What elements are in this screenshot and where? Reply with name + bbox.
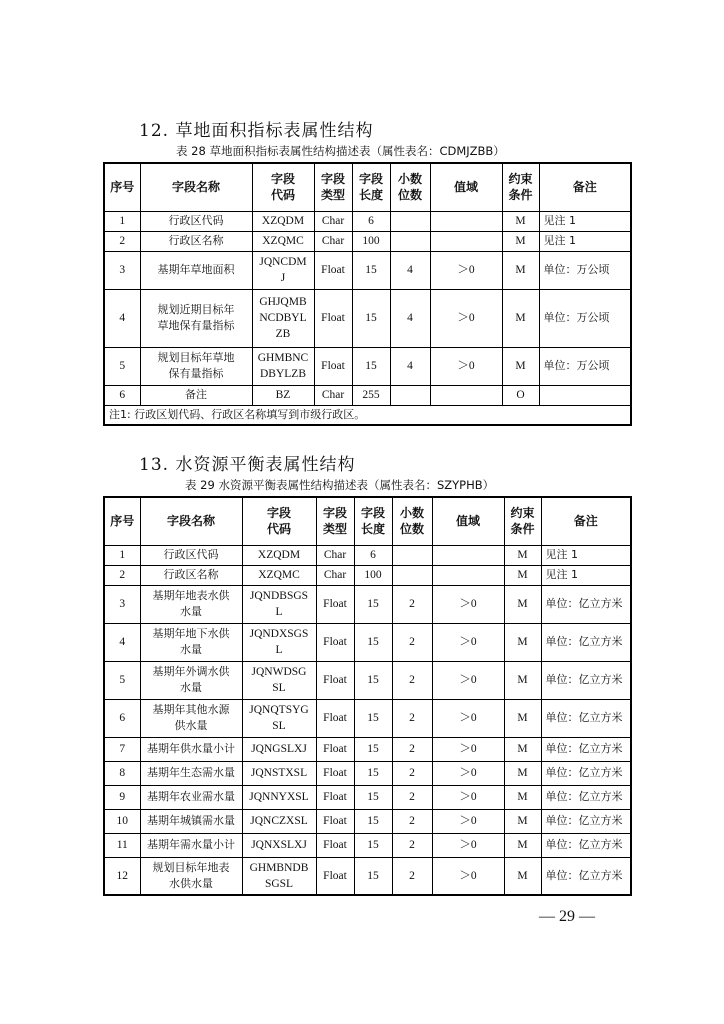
decimal-cell: 2: [392, 623, 432, 661]
field-code-cell: JQNQTSYG SL: [242, 699, 316, 737]
decimal-cell: 2: [392, 833, 432, 857]
constraint-cell: M: [504, 833, 541, 857]
decimal-cell: 4: [390, 289, 430, 347]
field-type-cell: Float: [316, 699, 354, 737]
seq-cell: 5: [104, 661, 140, 699]
field-code-cell: JQNDBSGS L: [242, 585, 316, 623]
page-number: — 29 —: [539, 908, 595, 925]
header-cell: 备注: [539, 163, 631, 211]
constraint-cell: M: [502, 289, 539, 347]
field-code-cell: BZ: [252, 385, 314, 405]
decimal-cell: [392, 545, 432, 565]
table-28-note: 注1: 行政区划代码、行政区名称填写到市级行政区。: [104, 405, 631, 425]
header-cell: 字段 长度: [352, 163, 390, 211]
field-code-cell: JQNSTXSL: [242, 761, 316, 785]
field-type-cell: Float: [316, 737, 354, 761]
decimal-cell: [390, 231, 430, 251]
field-length-cell: 100: [352, 231, 390, 251]
remark-cell: 单位：亿立方米: [541, 585, 631, 623]
value-range-cell: ＞0: [432, 785, 504, 809]
field-code-cell: XZQMC: [242, 565, 316, 585]
remark-cell: [539, 385, 631, 405]
field-type-cell: Float: [316, 623, 354, 661]
table-29: [103, 496, 632, 896]
field-code-cell: GHMBNDB SGSL: [242, 857, 316, 895]
field-type-cell: Float: [316, 785, 354, 809]
field-type-cell: Float: [314, 251, 352, 289]
decimal-cell: 2: [392, 661, 432, 699]
field-name-cell: 基期年生态需水量: [140, 761, 242, 785]
constraint-cell: O: [502, 385, 539, 405]
field-length-cell: 15: [354, 699, 392, 737]
field-length-cell: 15: [354, 761, 392, 785]
header-cell: 字段 类型: [316, 497, 354, 545]
field-name-cell: 行政区代码: [140, 211, 252, 231]
remark-cell: 单位：万公顷: [539, 347, 631, 385]
constraint-cell: M: [504, 585, 541, 623]
table-29-caption: 表 29 水资源平衡表属性结构描述表（属性表名：SZYPHB）: [185, 478, 495, 492]
header-cell: 值域: [432, 497, 504, 545]
constraint-cell: M: [504, 699, 541, 737]
table-row: [104, 623, 631, 661]
field-length-cell: 255: [352, 385, 390, 405]
value-range-cell: ＞0: [432, 857, 504, 895]
seq-cell: 4: [104, 289, 140, 347]
constraint-cell: M: [504, 785, 541, 809]
field-code-cell: JQNCDM J: [252, 251, 314, 289]
field-length-cell: 15: [354, 809, 392, 833]
value-range-cell: [430, 231, 502, 251]
seq-cell: 11: [104, 833, 140, 857]
field-type-cell: Char: [314, 231, 352, 251]
field-length-cell: 15: [352, 251, 390, 289]
table-row: [104, 585, 631, 623]
field-name-cell: 基期年外调水供 水量: [140, 661, 242, 699]
header-cell: 小数 位数: [392, 497, 432, 545]
field-code-cell: XZQMC: [252, 231, 314, 251]
header-cell: 字段 长度: [354, 497, 392, 545]
field-code-cell: JQNGSLXJ: [242, 737, 316, 761]
value-range-cell: [430, 385, 502, 405]
seq-cell: 5: [104, 347, 140, 385]
value-range-cell: ＞0: [432, 585, 504, 623]
decimal-cell: 2: [392, 737, 432, 761]
decimal-cell: [390, 385, 430, 405]
table-row: [104, 737, 631, 761]
seq-cell: 6: [104, 385, 140, 405]
table-row: [104, 565, 631, 585]
remark-cell: 单位：亿立方米: [541, 785, 631, 809]
value-range-cell: ＞0: [432, 833, 504, 857]
value-range-cell: [432, 545, 504, 565]
table-28: [103, 162, 632, 426]
remark-cell: 单位：万公顷: [539, 289, 631, 347]
seq-cell: 12: [104, 857, 140, 895]
remark-cell: 见注 1: [539, 231, 631, 251]
field-type-cell: Float: [314, 347, 352, 385]
field-name-cell: 基期年需水量小计: [140, 833, 242, 857]
value-range-cell: ＞0: [432, 699, 504, 737]
remark-cell: 单位：亿立方米: [541, 699, 631, 737]
field-type-cell: Float: [316, 809, 354, 833]
header-cell: 字段名称: [140, 497, 242, 545]
header-cell: 约束 条件: [502, 163, 539, 211]
value-range-cell: ＞0: [430, 289, 502, 347]
field-length-cell: 6: [354, 545, 392, 565]
header-cell: 约束 条件: [504, 497, 541, 545]
seq-cell: 8: [104, 761, 140, 785]
decimal-cell: 2: [392, 785, 432, 809]
table-28-caption: 表 28 草地面积指标表属性结构描述表（属性表名：CDMJZBB）: [176, 144, 505, 158]
seq-cell: 2: [104, 565, 140, 585]
constraint-cell: M: [504, 761, 541, 785]
constraint-cell: M: [504, 661, 541, 699]
value-range-cell: ＞0: [432, 761, 504, 785]
header-cell: 序号: [104, 497, 140, 545]
field-name-cell: 基期年草地面积: [140, 251, 252, 289]
seq-cell: 7: [104, 737, 140, 761]
value-range-cell: [432, 565, 504, 585]
value-range-cell: ＞0: [432, 737, 504, 761]
decimal-cell: 2: [392, 585, 432, 623]
value-range-cell: ＞0: [432, 661, 504, 699]
field-length-cell: 100: [354, 565, 392, 585]
constraint-cell: M: [504, 565, 541, 585]
remark-cell: 见注 1: [541, 565, 631, 585]
value-range-cell: ＞0: [430, 251, 502, 289]
constraint-cell: M: [502, 211, 539, 231]
header-cell: 序号: [104, 163, 140, 211]
field-length-cell: 15: [354, 737, 392, 761]
remark-cell: 见注 1: [541, 545, 631, 565]
field-length-cell: 15: [352, 347, 390, 385]
decimal-cell: 2: [392, 761, 432, 785]
header-cell: 小数 位数: [390, 163, 430, 211]
constraint-cell: M: [502, 231, 539, 251]
remark-cell: 单位：亿立方米: [541, 833, 631, 857]
remark-cell: 见注 1: [539, 211, 631, 231]
field-type-cell: Float: [316, 761, 354, 785]
field-name-cell: 基期年其他水源 供水量: [140, 699, 242, 737]
table-header-row: [104, 497, 631, 545]
field-name-cell: 基期年城镇需水量: [140, 809, 242, 833]
field-code-cell: JQNCZXSL: [242, 809, 316, 833]
remark-cell: 单位：亿立方米: [541, 857, 631, 895]
value-range-cell: ＞0: [432, 623, 504, 661]
decimal-cell: 2: [392, 699, 432, 737]
value-range-cell: ＞0: [430, 347, 502, 385]
field-code-cell: JQNWDSG SL: [242, 661, 316, 699]
remark-cell: 单位：亿立方米: [541, 761, 631, 785]
field-type-cell: Char: [316, 565, 354, 585]
remark-cell: 单位：亿立方米: [541, 661, 631, 699]
field-name-cell: 基期年农业需水量: [140, 785, 242, 809]
field-name-cell: 规划近期目标年 草地保有量指标: [140, 289, 252, 347]
field-code-cell: JQNXSLXJ: [242, 833, 316, 857]
seq-cell: 9: [104, 785, 140, 809]
seq-cell: 4: [104, 623, 140, 661]
header-cell: 值域: [430, 163, 502, 211]
header-cell: 字段 代码: [252, 163, 314, 211]
field-length-cell: 15: [354, 833, 392, 857]
seq-cell: 3: [104, 585, 140, 623]
field-name-cell: 行政区名称: [140, 231, 252, 251]
table-row: [104, 761, 631, 785]
field-length-cell: 15: [354, 857, 392, 895]
field-name-cell: 备注: [140, 385, 252, 405]
table-row: [104, 211, 631, 231]
table-row: [104, 699, 631, 737]
field-name-cell: 规划目标年草地 保有量指标: [140, 347, 252, 385]
seq-cell: 1: [104, 211, 140, 231]
field-name-cell: 规划目标年地表 水供水量: [140, 857, 242, 895]
field-length-cell: 6: [352, 211, 390, 231]
field-type-cell: Float: [314, 289, 352, 347]
table-header-row: [104, 163, 631, 211]
table-row: [104, 385, 631, 405]
decimal-cell: 4: [390, 251, 430, 289]
constraint-cell: M: [504, 545, 541, 565]
field-code-cell: GHJQMB NCDBYL ZB: [252, 289, 314, 347]
field-length-cell: 15: [354, 661, 392, 699]
header-cell: 字段名称: [140, 163, 252, 211]
field-type-cell: Float: [316, 585, 354, 623]
table-row: [104, 347, 631, 385]
table-row: [104, 833, 631, 857]
decimal-cell: 4: [390, 347, 430, 385]
constraint-cell: M: [504, 623, 541, 661]
table-row: [104, 661, 631, 699]
seq-cell: 1: [104, 545, 140, 565]
field-type-cell: Float: [316, 661, 354, 699]
decimal-cell: 2: [392, 857, 432, 895]
field-type-cell: Char: [314, 211, 352, 231]
field-length-cell: 15: [354, 785, 392, 809]
field-type-cell: Char: [316, 545, 354, 565]
header-cell: 备注: [541, 497, 631, 545]
seq-cell: 10: [104, 809, 140, 833]
field-name-cell: 基期年地表水供 水量: [140, 585, 242, 623]
field-code-cell: JQNDXSGS L: [242, 623, 316, 661]
constraint-cell: M: [504, 809, 541, 833]
section-13-title: 13. 水资源平衡表属性结构: [139, 455, 356, 475]
value-range-cell: ＞0: [432, 809, 504, 833]
field-name-cell: 基期年地下水供 水量: [140, 623, 242, 661]
field-code-cell: JQNNYXSL: [242, 785, 316, 809]
remark-cell: 单位：亿立方米: [541, 623, 631, 661]
constraint-cell: M: [502, 347, 539, 385]
field-name-cell: 基期年供水量小计: [140, 737, 242, 761]
value-range-cell: [430, 211, 502, 231]
header-cell: 字段 代码: [242, 497, 316, 545]
seq-cell: 3: [104, 251, 140, 289]
field-code-cell: GHMBNC DBYLZB: [252, 347, 314, 385]
remark-cell: 单位：亿立方米: [541, 737, 631, 761]
remark-cell: 单位：亿立方米: [541, 809, 631, 833]
field-type-cell: Float: [316, 857, 354, 895]
field-code-cell: XZQDM: [252, 211, 314, 231]
table-row: [104, 251, 631, 289]
decimal-cell: [392, 565, 432, 585]
field-name-cell: 行政区名称: [140, 565, 242, 585]
seq-cell: 2: [104, 231, 140, 251]
constraint-cell: M: [502, 251, 539, 289]
table-row: [104, 857, 631, 895]
table-row: [104, 785, 631, 809]
table-row: [104, 231, 631, 251]
field-type-cell: Float: [316, 833, 354, 857]
field-length-cell: 15: [352, 289, 390, 347]
field-type-cell: Char: [314, 385, 352, 405]
field-name-cell: 行政区代码: [140, 545, 242, 565]
field-length-cell: 15: [354, 623, 392, 661]
table-row: [104, 545, 631, 565]
header-cell: 字段 类型: [314, 163, 352, 211]
field-length-cell: 15: [354, 585, 392, 623]
remark-cell: 单位：万公顷: [539, 251, 631, 289]
constraint-cell: M: [504, 737, 541, 761]
table-row: [104, 289, 631, 347]
field-code-cell: XZQDM: [242, 545, 316, 565]
constraint-cell: M: [504, 857, 541, 895]
decimal-cell: [390, 211, 430, 231]
section-12-title: 12. 草地面积指标表属性结构: [139, 121, 374, 141]
decimal-cell: 2: [392, 809, 432, 833]
seq-cell: 6: [104, 699, 140, 737]
table-row: [104, 809, 631, 833]
